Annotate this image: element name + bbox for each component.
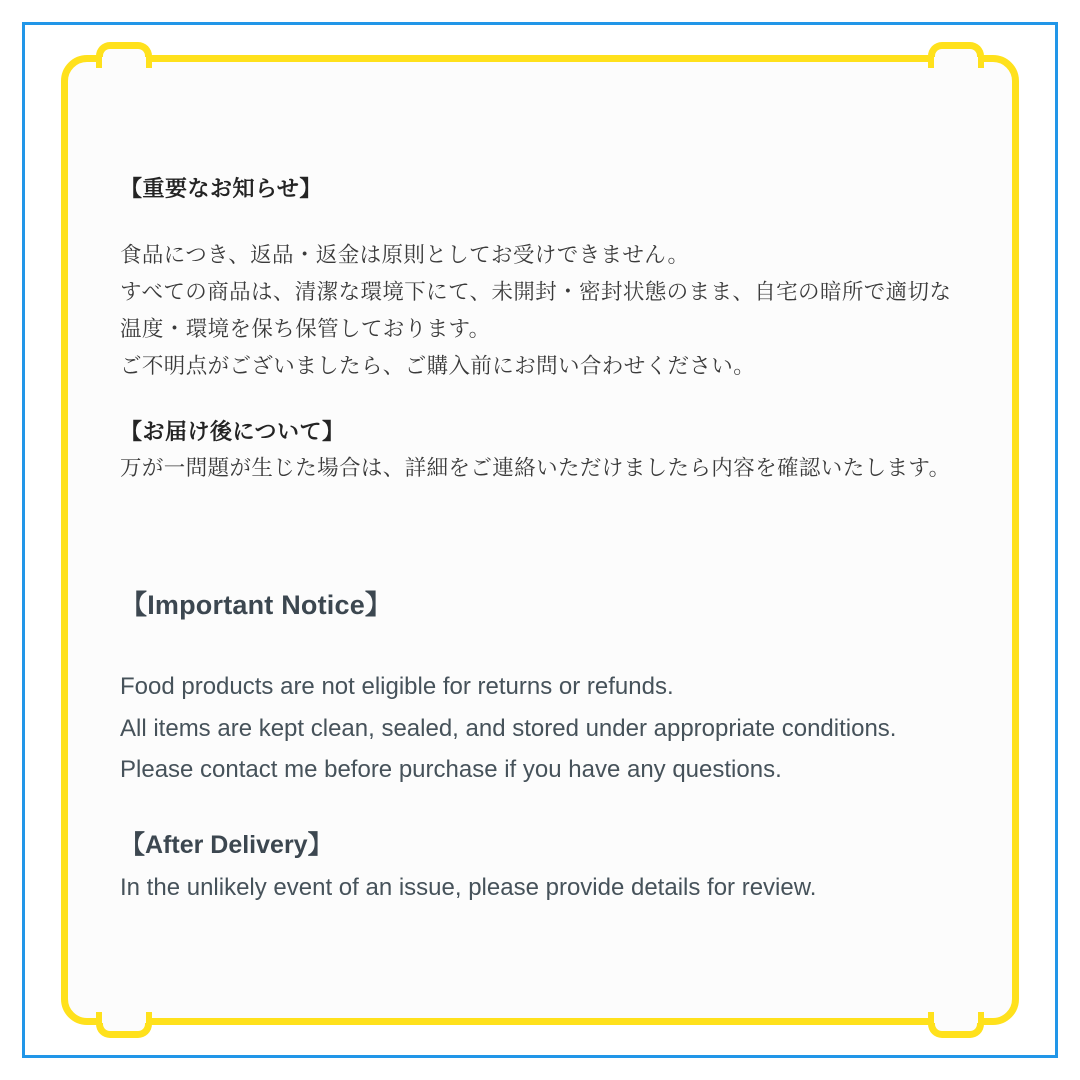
notice-content: [120, 172, 972, 978]
english-notice-line-3: Please contact me before purchase if you have any questions.: [120, 756, 782, 784]
corner-mask-top-left: [102, 57, 146, 69]
japanese-notice-line-4: ご不明点がございましたら、ご購入前にお問い合わせください。: [120, 353, 756, 378]
japanese-notice-line-3: 温度・環境を保ち保管しております。: [120, 316, 491, 341]
corner-mask-bottom-left: [102, 1011, 146, 1023]
japanese-after-delivery-heading: 【お届け後について】: [120, 418, 345, 444]
japanese-notice-line-2: すべての商品は、清潔な環境下にて、未開封・密封状態のまま、自宅の暗所で適切な: [120, 279, 952, 304]
japanese-section-spacer: [120, 385, 972, 415]
english-section-spacer: [120, 791, 972, 825]
english-notice-heading: 【Important Notice】: [120, 589, 393, 620]
japanese-notice-line-1: 食品につき、返品・返金は原則としてお受けできません。: [120, 243, 690, 267]
english-section: [120, 583, 972, 909]
japanese-after-delivery-line-1: 万が一問題が生じた場合は、詳細をご連絡いただけましたら内容を確認いたします。: [120, 455, 951, 480]
notice-card: [61, 55, 1019, 1025]
english-after-delivery-heading: 【After Delivery】: [120, 831, 333, 860]
english-after-delivery-line-1: In the unlikely event of an issue, please provide details for review.: [120, 874, 817, 902]
corner-mask-top-right: [934, 57, 978, 69]
corner-mask-bottom-right: [934, 1011, 978, 1023]
english-notice-line-1: Food products are not eligible for returns or refunds.: [120, 672, 674, 700]
japanese-section: [120, 172, 972, 487]
outer-blue-border: [22, 22, 1058, 1058]
english-notice-line-2: All items are kept clean, sealed, and stored under appropriate conditions.: [120, 714, 897, 742]
japanese-notice-heading: 【重要なお知らせ】: [120, 176, 322, 201]
